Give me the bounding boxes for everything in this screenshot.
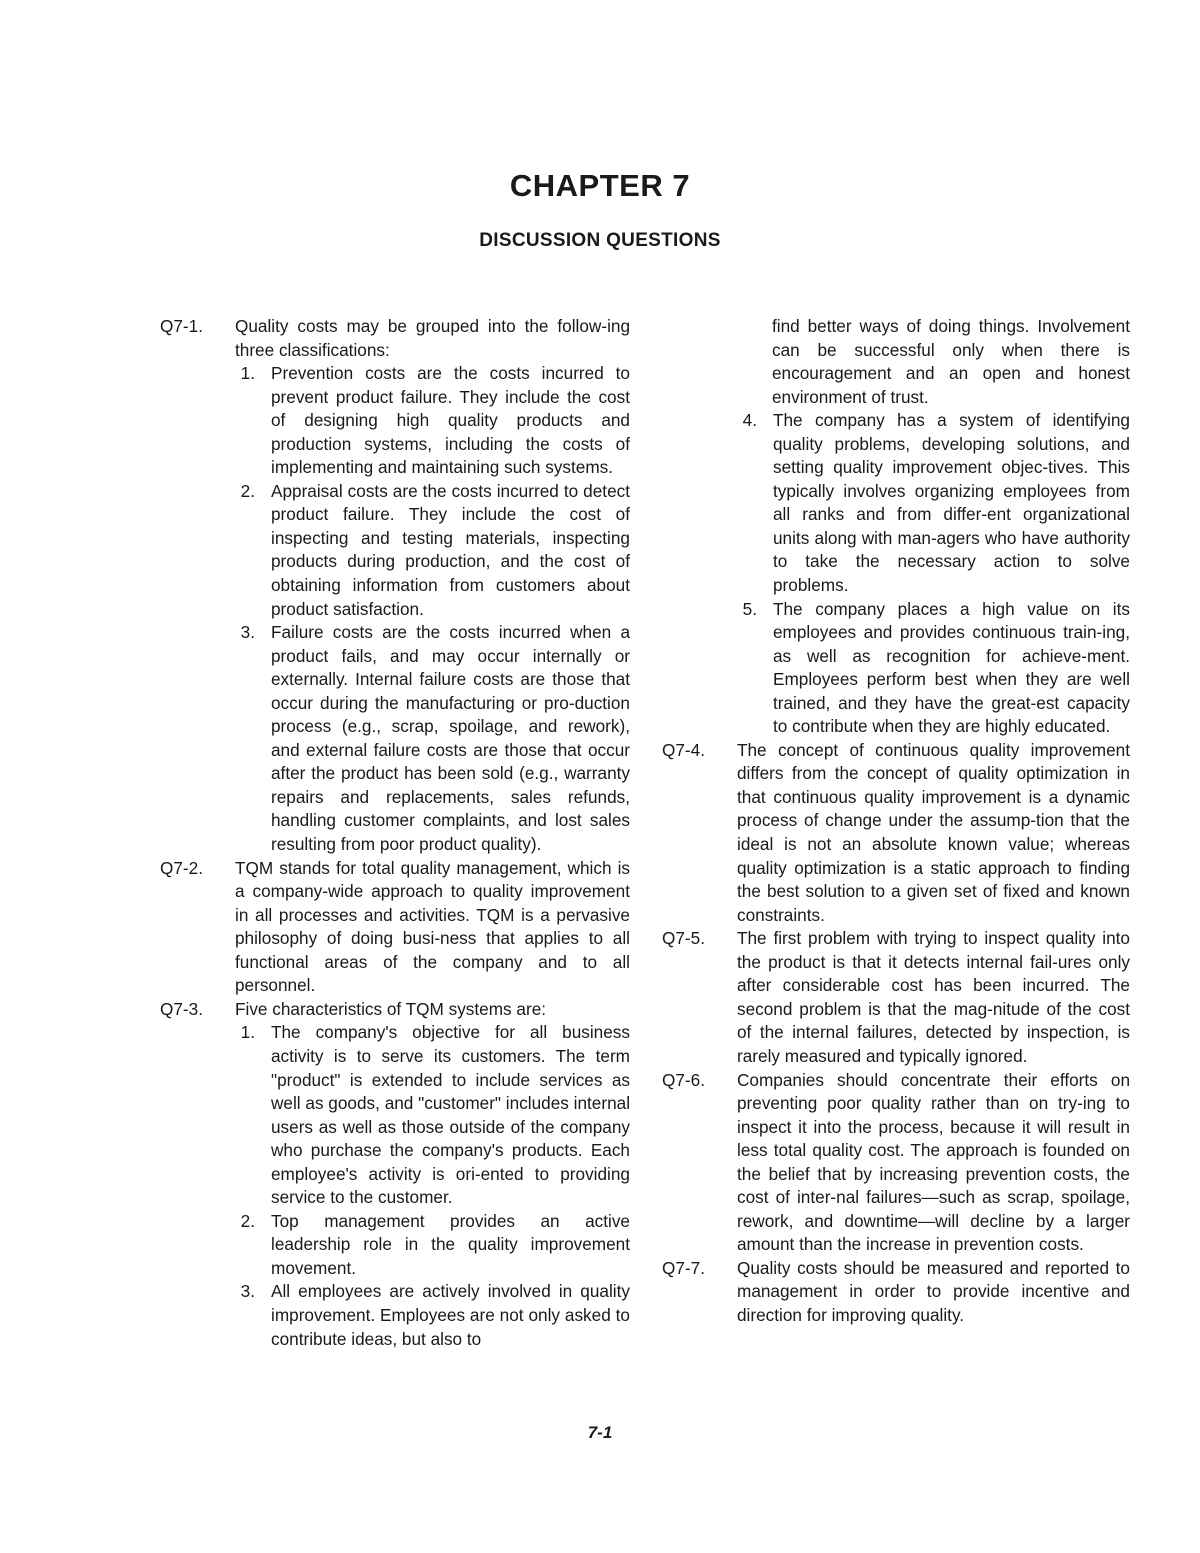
question-text: TQM stands for total quality management, which is a company-wide approach to quality improvement in all processes and activities. TQM is a pervasive philosophy of doing busi-ness that applies to all functional areas of the company and to all personnel.	[235, 857, 630, 996]
list-item	[235, 1210, 630, 1281]
question-text: Companies should concentrate their efforts on preventing poor quality rather than on try-ing to inspect it into the process, because it will result in less total quality cost. The approach is founded on the belief that by increasing prevention costs, the cost of inter-nal failures—such as scrap, spoilage, rework, and downtime—will decline by a larger amount than the increase in prevention costs.	[737, 1069, 1130, 1255]
question-number: Q7-5.	[662, 928, 705, 949]
list-item-number: 2.	[240, 1210, 255, 1231]
question-q7-2	[160, 857, 630, 998]
question-text: The first problem with trying to inspect quality into the product is that it detects internal fail-ures only after considerable cost has been incurred. The second problem is that the mag-nitude of the cost of the internal failures, detected by inspection, is rarely measured and typically ignored.	[737, 928, 1130, 1066]
list-item-number: 5.	[742, 598, 757, 619]
question-number: Q7-7.	[662, 1257, 705, 1278]
list-item-number: 3.	[240, 622, 255, 643]
list-item	[235, 480, 630, 621]
question-number: Q7-1.	[160, 316, 203, 336]
list-item-text: Prevention costs are the costs incurred to prevent product failure. They include the cost of designing high quality products and production systems, including the costs of implementing and maintaining such systems.	[271, 363, 630, 478]
list-item-text: The company places a high value on its employees and provides continuous train-ing, as well as recognition for achieve-ment. Employees perform best when they are well trained, and they have the great-est capacity to contribute when they are highly educated.	[773, 598, 1130, 737]
question-q7-1	[160, 315, 630, 857]
list-item-text: The company's objective for all business activity is to serve its customers. The term "product" is extended to include services as well as goods, and "customer" includes internal users as well as those outside of the company who purchase the company's products. Each employee's activity is ori-ented to providing service to the customer.	[271, 1022, 631, 1208]
list-item	[737, 598, 1130, 739]
list-item	[737, 409, 1130, 597]
right-column	[662, 315, 1130, 1328]
question-q7-6	[662, 1069, 1130, 1257]
list-item-text: Appraisal costs are the costs incurred to detect product failure. They include the cost of inspecting and testing materials, inspecting products during production, and the cost of obtaining information from customers about product satisfaction.	[271, 480, 630, 619]
list-item-text: Top management provides an active leadership role in the quality improvement movement.	[271, 1210, 630, 1278]
list-item-number: 3.	[240, 1281, 255, 1302]
question-number: Q7-4.	[662, 739, 705, 760]
left-column	[160, 315, 630, 1351]
page-number: 7-1	[587, 1423, 613, 1442]
question-q7-3-continued: find better ways of doing things. Involvement can be successful only when there is encouragement and an open and honest environment of trust.	[772, 316, 1130, 407]
list-item-text: Failure costs are the costs incurred when a product fails, and may occur internally or externally. Internal failure costs are those that occur during the manufacturing or pro-duction process (e.g., scrap, spoilage, and rework), and external failure costs are those that occur after the product has been sold (e.g., warranty repairs and replacements, sales refunds, handling customer complaints, and lost sales resulting from poor product quality).	[271, 622, 630, 855]
list-item-number: 2.	[240, 480, 255, 501]
list-item	[235, 1021, 630, 1209]
question-number: Q7-6.	[662, 1069, 705, 1090]
question-q7-7	[662, 1257, 1130, 1328]
question-text: Quality costs may be grouped into the follow-ing three classifications:	[235, 316, 630, 360]
list-item-number: 4.	[742, 410, 757, 431]
list-item	[235, 362, 630, 480]
question-q7-3	[160, 998, 630, 1351]
question-q7-5	[662, 927, 1130, 1068]
list-item-text: The company has a system of identifying quality problems, developing solutions, and setting quality improvement objec-tives. This typically involves organizing employees from all ranks and from differ-ent organizational units along with man-agers who have authority to take the necessary action to solve problems.	[773, 410, 1130, 596]
list-item-number: 1.	[240, 1022, 255, 1043]
list-item	[235, 1280, 630, 1351]
question-text: Quality costs should be measured and reported to management in order to provide incentive and direction for improving quality.	[737, 1257, 1130, 1325]
question-number: Q7-2.	[160, 857, 203, 878]
question-number: Q7-3.	[160, 998, 203, 1019]
section-title: DISCUSSION QUESTIONS	[479, 230, 721, 251]
list-item	[235, 621, 630, 856]
question-q7-4	[662, 739, 1130, 927]
chapter-title: CHAPTER 7	[509, 168, 691, 203]
question-text: Five characteristics of TQM systems are:	[235, 998, 547, 1019]
question-q7-3-items-continued	[662, 409, 1130, 739]
list-item-text: All employees are actively involved in quality improvement. Employees are not only asked to contribute ideas, but also to	[271, 1281, 630, 1349]
list-item-number: 1.	[240, 363, 255, 384]
question-text: The concept of continuous quality improvement differs from the concept of quality optimization in that continuous quality improvement is a dynamic process of change under the assump-tion that the ideal is not an absolute known value; whereas quality optimization is a static approach to finding the best solution to a given set of fixed and known constraints.	[737, 739, 1130, 925]
